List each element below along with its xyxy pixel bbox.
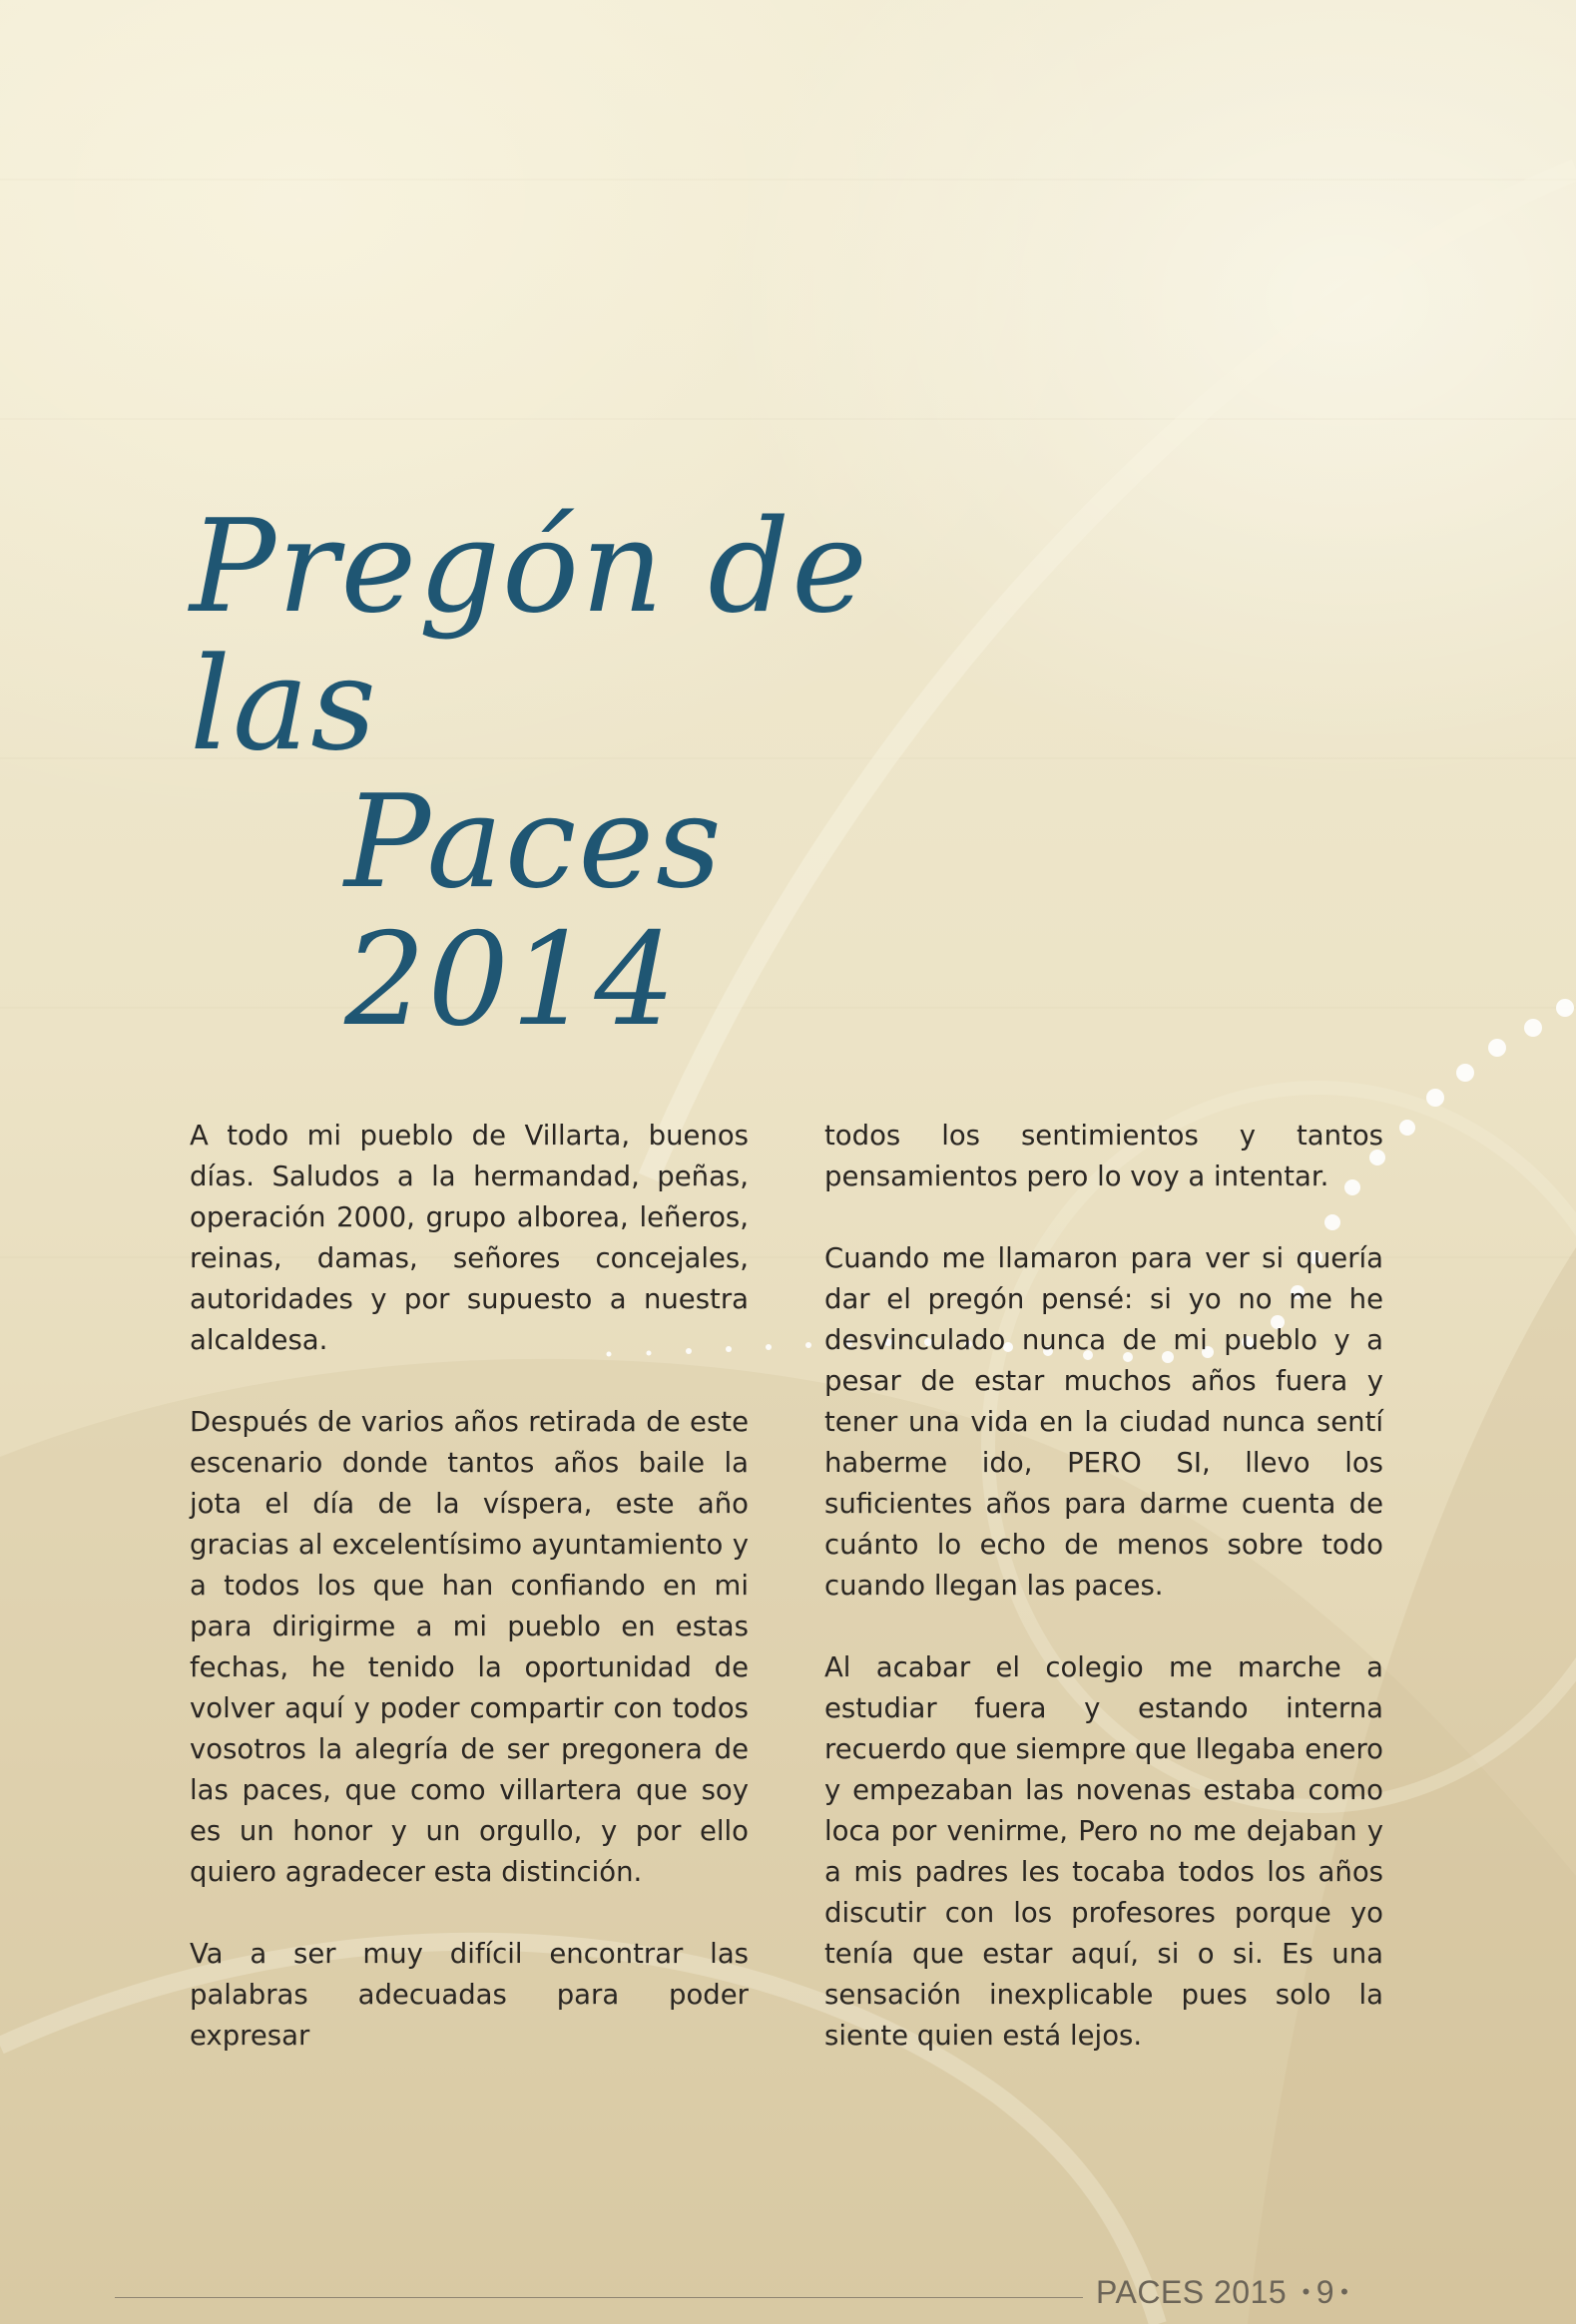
paragraph: todos los sentimientos y tantos pensamientos pero lo voy a intentar. [824, 1120, 1383, 1192]
paragraph: A todo mi pueblo de Villarta, buenos días. Saludos a la hermandad, peñas, operación 2000, grupo alborea, leñeros, reinas, damas, señores concejales, autoridades y por supuesto a nuestra alcaldesa. [190, 1120, 749, 1356]
paragraph: Va a ser muy difícil encontrar las palabras adecuadas para poder expresar [190, 1938, 749, 2052]
text-column-right [824, 1116, 1383, 2097]
paragraph: Al acabar el colegio me marche a estudiar fuera y estando interna recuerdo que siempre que llegaba enero y empezaban las novenas estaba como loca por venirme, Pero no me dejaban y a mis padres les tocaba todos los años discutir con los profesores porque yo tenía que estar aquí, si o si. Es una sensación inexplicable pues solo la siente quien está lejos. [824, 1651, 1383, 2052]
page-footer [1096, 2274, 1354, 2311]
title-line-1: Pregón de las [190, 493, 869, 779]
page-title [190, 493, 1088, 1055]
title-line-2: Paces 2014 [344, 768, 724, 1055]
separator-dot: • [1340, 2279, 1349, 2304]
paragraph: Cuando me llamaron para ver si quería dar el pregón pensé: si yo no me he desvinculado nunca de mi pueblo y a pesar de estar muchos años fuera y tener una vida en la ciudad nunca sentí haberme ido, PERO SI, llevo los suficientes años para darme cuenta de cuánto lo echo de menos sobre todo cuando llegan las paces. [824, 1242, 1383, 1602]
separator-dot: • [1302, 2279, 1311, 2304]
text-column-left [190, 1116, 749, 2097]
paragraph: Después de varios años retirada de este escenario donde tantos años baile la jota el día de la víspera, este año gracias al excelentísimo ayuntamiento y a todos los que han confiando en mi para dirigirme a mi pueblo en estas fechas, he tenido la oportunidad de volver aquí y poder compartir con todos vosotros la alegría de ser pregonera de las paces, que como villartera que soy es un honor y un orgullo, y por ello quiero agradecer esta distinción. [190, 1406, 749, 1888]
footer-rule [115, 2297, 1083, 2298]
publication-name: PACES 2015 [1096, 2274, 1288, 2310]
page-number: 9 [1315, 2274, 1335, 2310]
